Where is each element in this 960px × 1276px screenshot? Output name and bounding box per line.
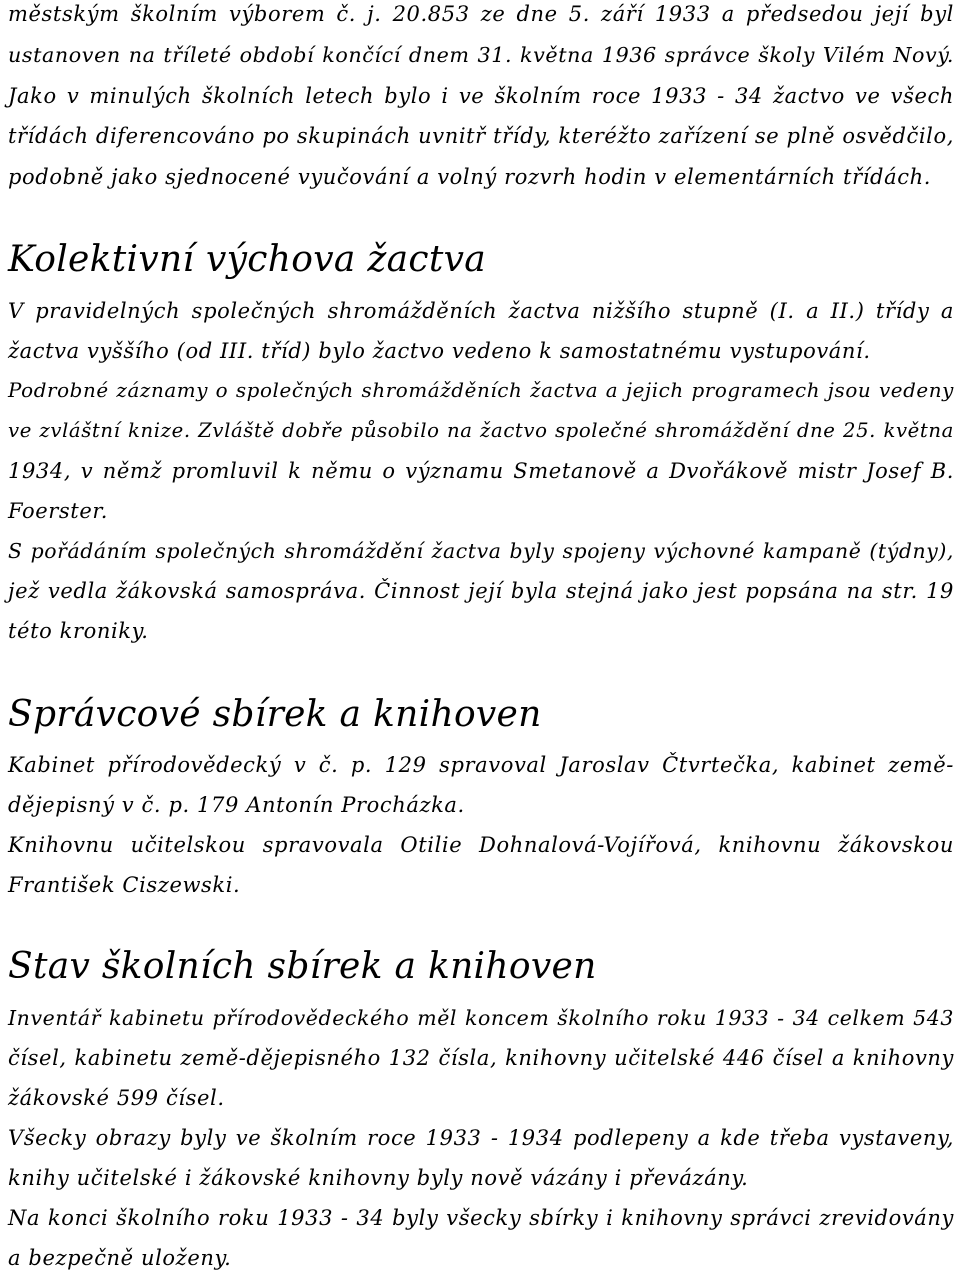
section2-line-2: dějepisný v č. p. 179 Antonín Procházka. [8,793,465,817]
intro-line-4: třídách diferencováno po skupinách uvnitř třídy, kteréžto zařízení se plně osvědčilo, [8,124,954,148]
section3-line-6: Na konci školního roku 1933 - 34 byly všecky sbírky i knihovny správci zrevidovány [8,1206,954,1230]
section3-line-7: a bezpečně uloženy. [8,1246,232,1270]
intro-line-5: podobně jako sjednocené vyučování a volný rozvrh hodin v elementárních třídách. [8,165,931,189]
section-heading-stav-sbirek: Stav školních sbírek a knihoven [8,946,597,987]
section1-line-5: 1934, v němž promluvil k němu o významu Smetanově a Dvořákově mistr Josef B. [8,459,954,483]
section1-line-7: S pořádáním společných shromáždění žactva byly spojeny výchovné kampaně (týdny), [8,539,954,563]
intro-line-3: Jako v minulých školních letech bylo i ve školním roce 1933 - 34 žactvo ve všech [8,84,954,108]
section3-line-5: knihy učitelské i žákovské knihovny byly nově vázány i převázány. [8,1166,749,1190]
section1-line-2: žactva vyššího (od III. tříd) bylo žactvo vedeno k samostatnému vystupování. [8,339,871,363]
intro-line-1: městským školním výborem č. j. 20.853 ze dne 5. září 1933 a předsedou její byl [8,2,954,26]
intro-line-2: ustanoven na tříleté období končící dnem 31. května 1936 správce školy Vilém Nový. [8,43,954,67]
section-heading-kolektivni-vychova: Kolektivní výchova žactva [8,239,486,280]
section2-line-1: Kabinet přírodovědecký v č. p. 129 spravoval Jaroslav Čtvrtečka, kabinet země- [8,753,954,777]
section3-line-2: čísel, kabinetu země-dějepisného 132 čísla, knihovny učitelské 446 čísel a knihovny [8,1046,954,1070]
section1-line-9: této kroniky. [8,619,149,643]
section2-line-3: Knihovnu učitelskou spravovala Otilie Dohnalová-Vojířová, knihovnu žákovskou [8,833,954,857]
section1-line-4: ve zvláštní knize. Zvláště dobře působilo na žactvo společné shromáždění dne 25. května [8,419,954,442]
section-heading-spravcove-sbirek: Správcové sbírek a knihoven [8,694,542,735]
section1-line-8: jež vedla žákovská samospráva. Činnost její byla stejná jako jest popsána na str. 19 [8,579,954,603]
section3-line-4: Všecky obrazy byly ve školním roce 1933 - 1934 podlepeny a kde třeba vystaveny, [8,1126,954,1150]
section3-line-1: Inventář kabinetu přírodovědeckého měl koncem školního roku 1933 - 34 celkem 543 [8,1006,954,1030]
section2-line-4: František Ciszewski. [8,873,241,897]
section1-line-1: V pravidelných společných shromážděních žactva nižšího stupně (I. a II.) třídy a [8,299,954,323]
section1-line-6: Foerster. [8,499,108,523]
section1-line-3: Podrobné záznamy o společných shromážděních žactva a jejich programech jsou vedeny [8,379,954,402]
section3-line-3: žákovské 599 čísel. [8,1086,225,1110]
